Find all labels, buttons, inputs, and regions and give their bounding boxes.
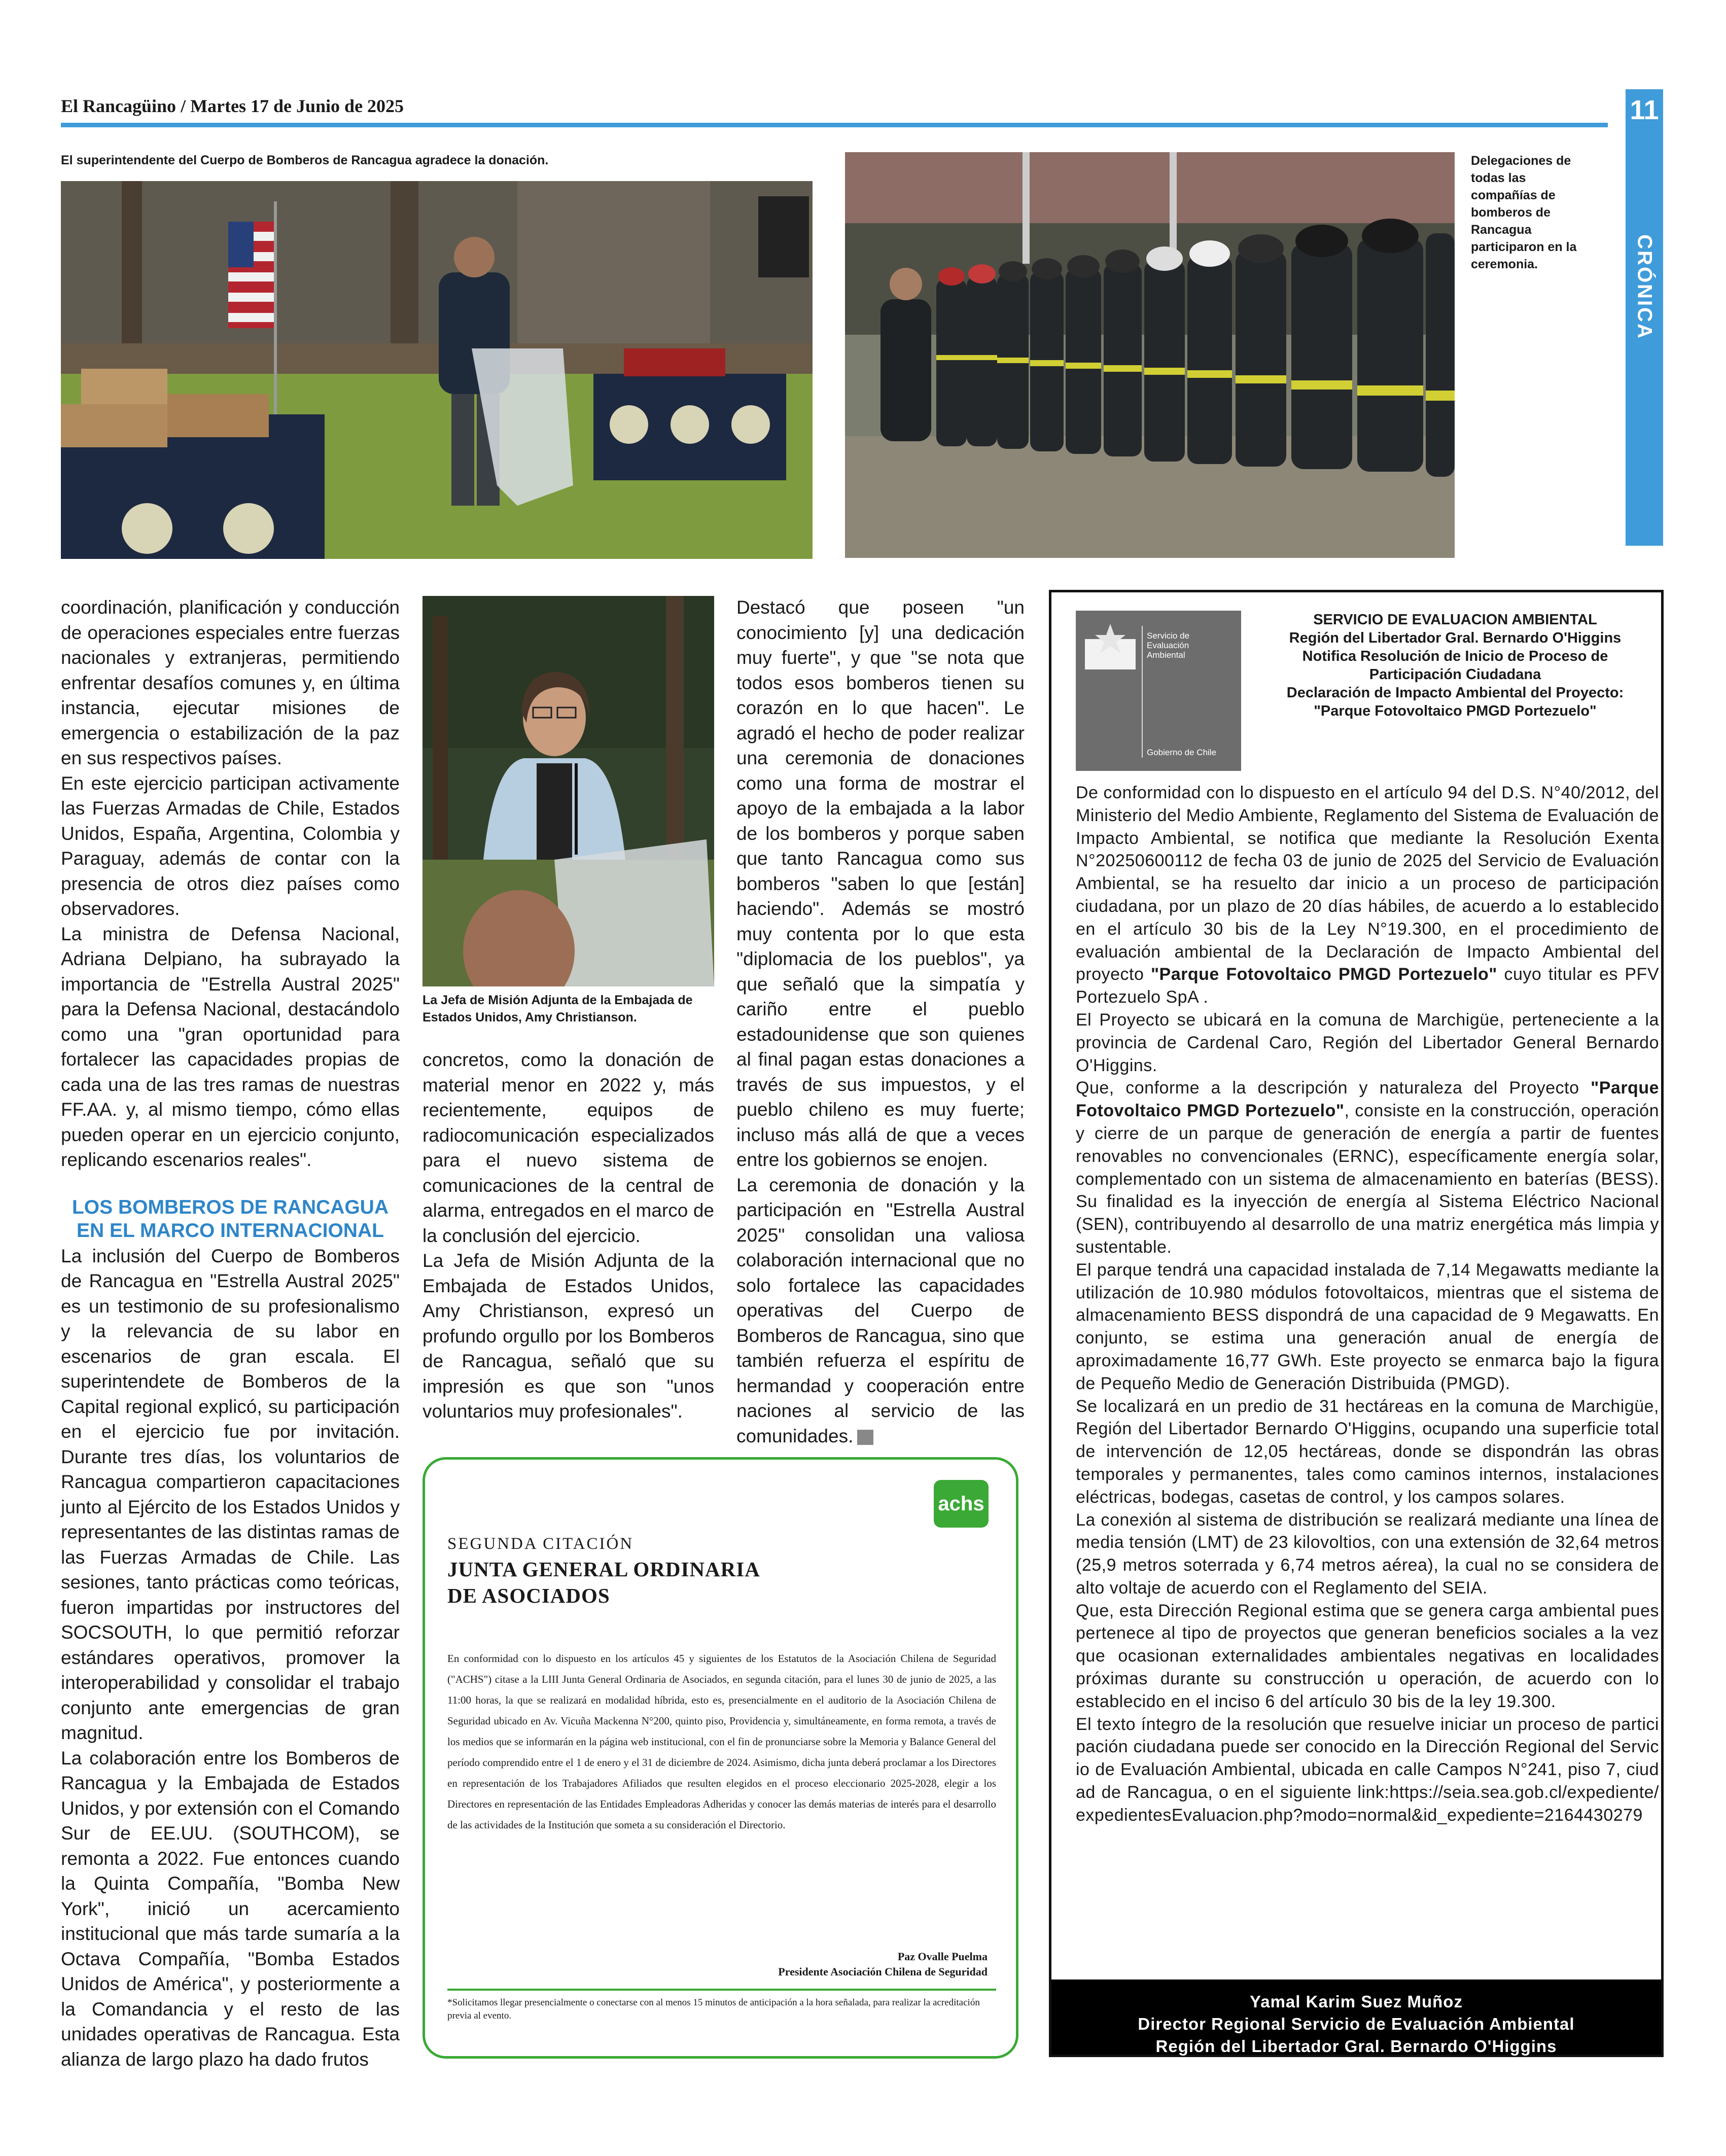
photo-superintendent xyxy=(61,181,813,559)
notice-divider xyxy=(447,1989,996,1991)
article-column-3 xyxy=(736,595,1025,1448)
signer-name: Yamal Karim Suez Muñoz xyxy=(1250,1992,1463,2011)
notice-paragraph: Se localizará en un predio de 31 hectáreas en la comuna de Marchigüe, Región del Libertador Bernardo O'Higgins, ocupando una superficie total de intervención de 12,05 hectáreas, donde se dispondrán las obras temporales y permanentes, tales como caminos internos, instalaciones eléctricas, bodegas, casetas de control, y los campos solares. xyxy=(1076,1396,1659,1507)
page-number: 11 xyxy=(1630,95,1659,125)
photo-amy-christianson xyxy=(422,596,714,986)
project-name: "Parque Fotovoltaico PMGD Portezuelo" xyxy=(1076,1078,1659,1121)
article-column-1 xyxy=(61,595,400,2072)
article-subheading: LOS BOMBEROS DE RANCAGUA EN EL MARCO INTERNACIONAL xyxy=(72,1196,389,1242)
project-name: "Parque Fotovoltaico PMGD Portezuelo" xyxy=(1150,965,1497,984)
heading-line: "Parque Fotovoltaico PMGD Portezuelo" xyxy=(1314,703,1597,719)
heading-line: Región del Libertador Gral. Bernardo O'Higgins xyxy=(1289,630,1622,646)
section-name: CRÓNICA xyxy=(1633,234,1656,340)
sea-signature xyxy=(1051,1980,1661,2055)
sea-heading xyxy=(1254,611,1656,720)
chile-coat-of-arms-icon xyxy=(1080,619,1141,680)
notice-paragraph: El texto íntegro de la resolución que resuelve iniciar un proceso de participación ciudadana puede ser conocido en la Dirección Regional del Servicio de Evaluación Ambiental, ubicada en calle Campos N°241, piso 7, ciudad de Rancagua, o en el siguiente link:https://seia.sea.gob.cl/expediente/expedientesEvaluacion.php?modo=normal&id_expediente=2164430279 xyxy=(1076,1714,1659,1825)
notice-paragraph xyxy=(1076,782,1659,1009)
achs-notice xyxy=(422,1457,1018,2059)
article-column-2 xyxy=(422,1047,714,1424)
notice-title-line: DE ASOCIADOS xyxy=(447,1584,610,1607)
photo1-caption: El superintendente del Cuerpo de Bomberos de Rancagua agradece la donación. xyxy=(61,153,549,167)
heading-line: SERVICIO DE EVALUACION AMBIENTAL xyxy=(1313,612,1597,628)
article-paragraph: coordinación, planificación y conducción de operaciones especiales entre fuerzas nacionales y extranjeras, permitiendo enfrentar desafíos comunes y, en última instancia, ejecutar misiones de emergencia o estabilización de la paz en sus respectivos países. xyxy=(61,597,400,768)
signer-title: Director Regional Servicio de Evaluación Ambiental xyxy=(1138,2014,1575,2033)
sea-notice xyxy=(1049,590,1664,2057)
page-header: El Rancagüino / Martes 17 de Junio de 2025 xyxy=(61,96,404,116)
issue-date: Martes 17 de Junio de 2025 xyxy=(190,96,404,116)
logo-line: Servicio de xyxy=(1147,631,1190,641)
text-run: , consiste en la construcción, operación y cierre de un parque de generación de energía a partir de fuentes renovables no convencionales (ERNC), específicamente energía solar, complementado con un sistema de almacenamiento en baterías (BESS). Su finalidad es la inyección de energía al Sistema Eléctrico Nacional (SEN), contribuyendo al desarrollo de una matriz energética más limpia y sustentable. xyxy=(1076,1101,1659,1257)
notice-body: En conformidad con lo dispuesto en los artículos 45 y siguientes de los Estatutos de la Asociación Chilena de Seguridad ("ACHS") citase a la LIII Junta General Ordinaria de Asociados, en segunda citación, para el lunes 30 de junio de 2025, a las 11:00 horas, la que se realizará en modalidad híbrida, esto es, presencialmente en el auditorio de la Asociación Chilena de Seguridad ubicado en Av. Vicuña Mackenna N°200, quinto piso, Providencia y, simultáneamente, en forma remota, a través de los medios que se informarán en la página web institucional, con el fin de pronunciarse sobre la Memoria y Balance General del período comprendido entre el 1 de enero y el 31 de diciembre de 2024. Asimismo, dicha junta deberá proclamar a los Directores en representación de los Trabajadores Afiliados que resulten elegidos en el proceso eleccionario 2025-2028, elegir a los Directores en representación de las Entidades Empleadoras Adheridas y conocer las demás materias de interés para el desarrollo de las actividades de la Institución que someta a su consideración el Directorio. xyxy=(447,1652,996,1831)
logo-text xyxy=(1147,631,1189,660)
achs-logo: achs xyxy=(934,1480,989,1528)
notice-paragraph: El parque tendrá una capacidad instalada de 7,14 Megawatts mediante la utilización de 10.980 módulos fotovoltaicos, mientras que el sistema de almacenamiento BESS dispondrá de una capacidad de 9 Megawatts. En conjunto, se estima una generación anual de energía de aproximadamente 16,77 GWh. Este proyecto se enmarca bajo la figura de Pequeño Medio de Generación Distribuida (PMGD). xyxy=(1076,1260,1659,1393)
text-run: De conformidad con lo dispuesto en el artículo 94 del D.S. N°40/2012, del Ministerio del Medio Ambiente, Reglamento del Sistema de Evaluación de Impacto Ambiental, se notifica que mediante la Resolución Exenta N°20250600112 de fecha 03 de junio de 2025 del Servicio de Evaluación Ambiental, se ha resuelto dar inicio a un proceso de participación ciudadana, por un plazo de 20 días hábiles, de acuerdo a lo establecido en el artículo 30 bis de la Ley N°19.300, en el procedimiento de evaluación ambiental de la Declaración de Impacto Ambiental del proyecto xyxy=(1076,783,1659,984)
logo-divider xyxy=(1142,626,1143,758)
heading-line: Notifica Resolución de Inicio de Proceso de Participación Ciudadana xyxy=(1302,648,1608,683)
notice-paragraph: La conexión al sistema de distribución se realizará mediante una línea de media tensión (LMT) de 23 kilovoltios, con una extensión de 32,64 metros (25,9 metros soterrada y 6,74 metros aérea), la cual no se considera de alto voltaje de acuerdo con el Reglamento del SEIA. xyxy=(1076,1510,1659,1598)
photo2-caption: Delegaciones de todas las compañías de bomberos de Rancagua participaron en la ceremonia. xyxy=(1471,154,1577,271)
text-run: Que, conforme a la descripción y naturaleza del Proyecto xyxy=(1076,1078,1579,1098)
photo3-caption: La Jefa de Misión Adjunta de la Embajada de Estados Unidos, Amy Christianson. xyxy=(422,993,693,1024)
signer-region: Región del Libertador Gral. Bernardo O'Higgins xyxy=(1155,2037,1557,2056)
article-paragraph: En este ejercicio participan activamente las Fuerzas Armadas de Chile, Estados Unidos, España, Argentina, Colombia y Paraguay, además de contar con la presencia de otros diez países como observadores. xyxy=(61,772,400,919)
notice-paragraph: Que, esta Dirección Regional estima que se genera carga ambiental pues pertenece al tipo de proyectos que generan beneficios sociales a la vez que ocasionan externalidades ambientales negativas en localidades próximas durante su construcción u operación, de acuerdo con lo establecido en el inciso 6 del artículo 30 bis de la ley 19.300. xyxy=(1076,1601,1659,1711)
notice-title-line: JUNTA GENERAL ORDINARIA xyxy=(447,1558,760,1581)
section-tab xyxy=(1626,89,1663,546)
article-paragraph: La inclusión del Cuerpo de Bomberos de Rancagua en "Estrella Austral 2025" es un testimonio de su profesionalismo y la relevancia de su labor en escenarios de gran escala. El superintendete de Bomberos de la Capital regional explicó, su participación en el ejercicio fue por invitación. Durante tres días, los voluntarios de Rancagua compartieron capacitaciones junto al Ejército de los Estados Unidos y representantes de las distintas ramas de las Fuerzas Armadas de Chile. Las sesiones, tanto prácticas como teóricas, fueron impartidas por instructores del SOCSOUTH, lo que permitió reforzar estándares operativos, promover la interoperabilidad y consolidar el trabajo conjunto ante emergencias de gran magnitud. xyxy=(61,1245,400,1743)
article-paragraph: La colaboración entre los Bomberos de Rancagua y la Embajada de Estados Unidos, y por extensión con el Comando Sur de EE.UU. (SOUTHCOM), se remonta a 2022. Fue entonces cuando la Quinta Compañía, "Bomba New York", inició un acercamiento institucional que más tarde sumaría a la Octava Compañía, "Bomba Estados Unidos de América", y posteriormente a la Comandancia y el resto de las unidades operativas de Rancagua. Esta alianza de largo plazo ha dado frutos xyxy=(61,1747,400,2070)
logo-line: Ambiental xyxy=(1147,650,1185,660)
notice-paragraph: El Proyecto se ubicará en la comuna de Marchigüe, perteneciente a la provincia de Cardenal Caro, Región del Libertador General Bernardo O'Higgins. xyxy=(1076,1010,1659,1075)
article-closing-text: La ceremonia de donación y la participación en "Estrella Austral 2025" consolidan una valiosa colaboración internacional que no solo fortalece las capacidades operativas del Cuerpo de Bomberos de Rancagua, sino que también refuerza el espíritu de hermandad y cooperación entre naciones al servicio de las comunidades. xyxy=(736,1174,1025,1446)
sea-body xyxy=(1076,782,1659,1827)
article-paragraph: La Jefa de Misión Adjunta de la Embajada de Estados Unidos, Amy Christianson, expresó un profundo orgullo por los Bomberos de Rancagua, señaló que su impresión es que son "unos voluntarios muy profesionales". xyxy=(422,1250,714,1422)
newspaper-name: El Rancagüino xyxy=(61,96,177,116)
article-paragraph: concretos, como la donación de material menor en 2022 y, más recientemente, equipos de radiocomunicación especializados para el nuevo sistema de comunicaciones de la central de alarma, entregados en el marco de la conclusión del ejercicio. xyxy=(422,1049,714,1246)
notice-title xyxy=(447,1556,760,1609)
heading-line: Declaración de Impacto Ambiental del Proyecto: xyxy=(1286,685,1624,701)
notice-signature xyxy=(778,1949,988,1980)
photo-firefighters xyxy=(845,152,1455,558)
notice-paragraph xyxy=(1076,1077,1659,1258)
signer-title: Presidente Asociación Chilena de Seguridad xyxy=(778,1965,988,1978)
text-run: cuyo titular es PFV Portezuelo SpA . xyxy=(1076,965,1660,1007)
article-paragraph: Destacó que poseen "un conocimiento [y] una dedicación muy fuerte", y que "se nota que todos esos bomberos tienen su corazón en lo que hacen". Le agradó el hecho de poder realizar una ceremonia de donaciones como una forma de mostrar el apoyo de la embajada a la labor de los bomberos y porque saben que tanto Rancagua como sus bomberos "saben lo que [están] haciendo". Además se mostró muy contenta por lo que esta "diplomacia de los pueblos", ya que señaló que la simpatía y cariño entre el pueblo estadounidense que son quienes al final pagan estas donaciones a través de sus impuestos, y el pueblo chileno es muy fuerte; incluso más allá de que a veces entre los gobiernos se enojen. xyxy=(736,597,1025,1170)
sea-logo xyxy=(1076,611,1241,771)
notice-footnote: *Solicitamos llegar presencialmente o conectarse con al menos 15 minutos de anticipación a la hora señalada, para realizar la acreditación previa al evento. xyxy=(447,1997,980,2021)
header-rule xyxy=(61,123,1608,127)
article-paragraph xyxy=(736,1173,1025,1449)
signer-name: Paz Ovalle Puelma xyxy=(897,1950,988,1963)
notice-kicker: SEGUNDA CITACIÓN xyxy=(447,1535,634,1553)
logo-line: Evaluación xyxy=(1147,641,1189,650)
logo-gov-text: Gobierno de Chile xyxy=(1147,748,1217,757)
article-paragraph: La ministra de Defensa Nacional, Adriana Delpiano, ha subrayado la importancia de "Estrella Austral 2025" para la Defensa Nacional, destacándolo como una "gran oportunidad para fortalecer las capacidades propias de cada una de las tres ramas de nuestras FF.AA. y, al mismo tiempo, cómo ellas pueden operar en un ejercicio conjunto, replicando escenarios reales". xyxy=(61,923,400,1170)
end-of-article-icon xyxy=(857,1430,873,1445)
